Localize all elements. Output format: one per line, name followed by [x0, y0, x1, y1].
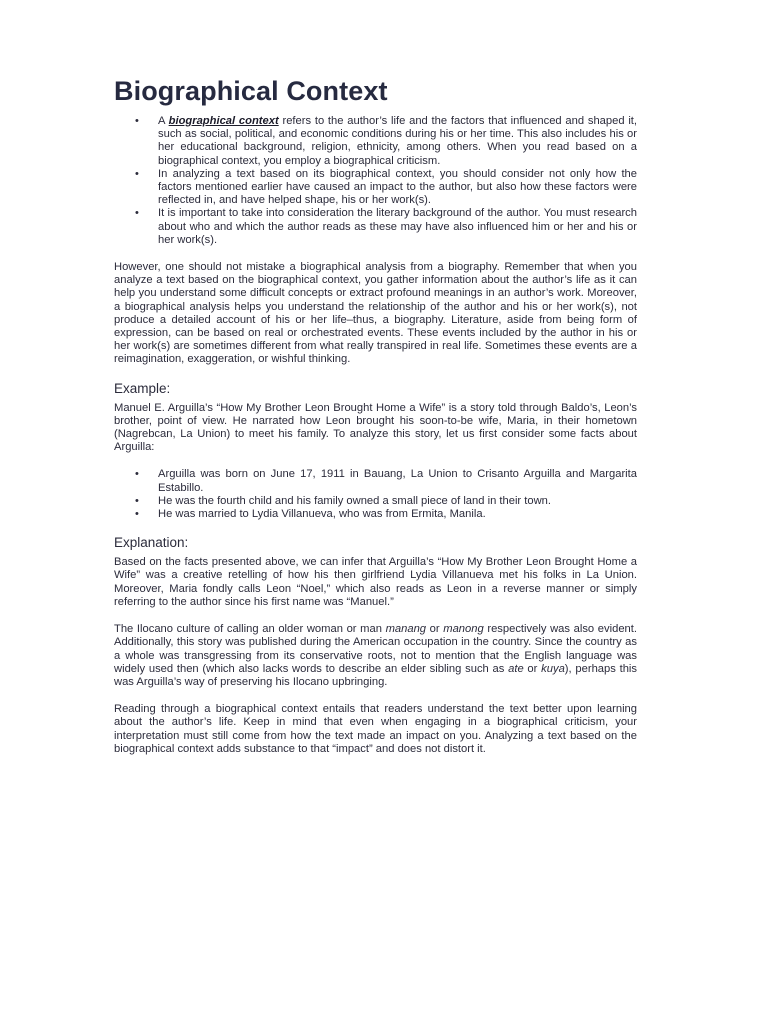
- bullet-icon: •: [135, 468, 139, 481]
- bullet-icon: •: [135, 494, 139, 507]
- list-item: • A biographical context refers to the author’s life and the factors that influenced and shaped it, such as social, political, and economic conditions during his or her time. This also includes his or her educational background, religion, ethnicity, among others. When you read based on a biographical context, you employ a biographical criticism.: [135, 115, 638, 167]
- facts-bullet-list: [114, 468, 637, 521]
- however-paragraph: However, one should not mistake a biographical analysis from a biography. Remember that when you analyze a text based on the biographical context, you gather information about the author’s life as it can help you understand some difficult concepts or extract profound meanings in an author’s work. Moreover, a biographical analysis helps you understand the relationship of the author and his or her work(s), not produce a detailed account of his or her life–thus, a biography. Literature, aside from being form of expression, can be based on real or orchestrated events. These events included by the author in his or her work(s) are sometimes different from what really transpired in real life. Sometimes these events are a reimagination, exaggeration, or wishful thinking.: [114, 261, 637, 366]
- page-title: Biographical Context: [114, 76, 388, 106]
- explanation-paragraph-3: Reading through a biographical context entails that readers understand the text better upon learning about the author’s life. Keep in mind that even when engaging in a biographical criticism, your interpretation must still come from how the text made an impact on you. Analyzing a text based on the biographical context adds substance to that “impact” and does not distort it.: [114, 703, 637, 755]
- example-heading: Example:: [114, 380, 171, 396]
- bullet-icon: •: [135, 508, 139, 521]
- list-item: • In analyzing a text based on its biographical context, you should consider not only how the factors mentioned earlier have caused an impact to the author, but also how these factors were reflected in, and have helped shape, his or her work(s).: [135, 167, 637, 207]
- key-term: biographical context: [168, 115, 279, 127]
- explanation-paragraph-1: Based on the facts presented above, we can infer that Arguilla’s “How My Brother Leon Brought Home a Wife” was a creative retelling of how his then girlfriend Lydia Villanueva met his folks in La Union. Moreover, Maria fondly calls Leon “Noel,” which also reads as Leon in a reverse manner or simply referring to the author since his first name was “Manuel.”: [114, 556, 637, 608]
- list-item: • He was married to Lydia Villanueva, who was from Ermita, Manila.: [135, 508, 486, 521]
- intro-bullet-list: [114, 115, 637, 247]
- explanation-heading: Explanation:: [114, 535, 189, 551]
- list-item: • Arguilla was born on June 17, 1911 in Bauang, La Union to Crisanto Arguilla and Margarita Estabillo.: [135, 468, 637, 494]
- list-item: • He was the fourth child and his family owned a small piece of land in their town.: [135, 494, 552, 507]
- bullet-icon: •: [135, 115, 139, 127]
- explanation-paragraph-2: The Ilocano culture of calling an older woman or man manang or manong respectively was also evident. Additionally, this story was published during the American occupation in the country. Since the country as a whole was transgressing from its conservative roots, not to mention that the English language was widely used then (which also lacks words to describe an elder sibling such as ate or kuya), perhaps this was Arguilla’s way of preserving his Ilocano upbringing.: [114, 623, 637, 688]
- bullet-icon: •: [135, 207, 139, 220]
- bullet-icon: •: [135, 167, 139, 180]
- example-paragraph: Manuel E. Arguilla’s “How My Brother Leon Brought Home a Wife” is a story told through Baldo’s, Leon’s brother, point of view. He narrated how Leon brought his soon-to-be wife, Maria, in their hometown (Nagrebcan, La Union) to meet his family. To analyze this story, let us first consider some facts about Arguilla:: [114, 401, 637, 454]
- list-item: • It is important to take into consideration the literary background of the author. You must research about who and which the author reads as these may have also influenced him or her and his or her work(s).: [135, 207, 637, 246]
